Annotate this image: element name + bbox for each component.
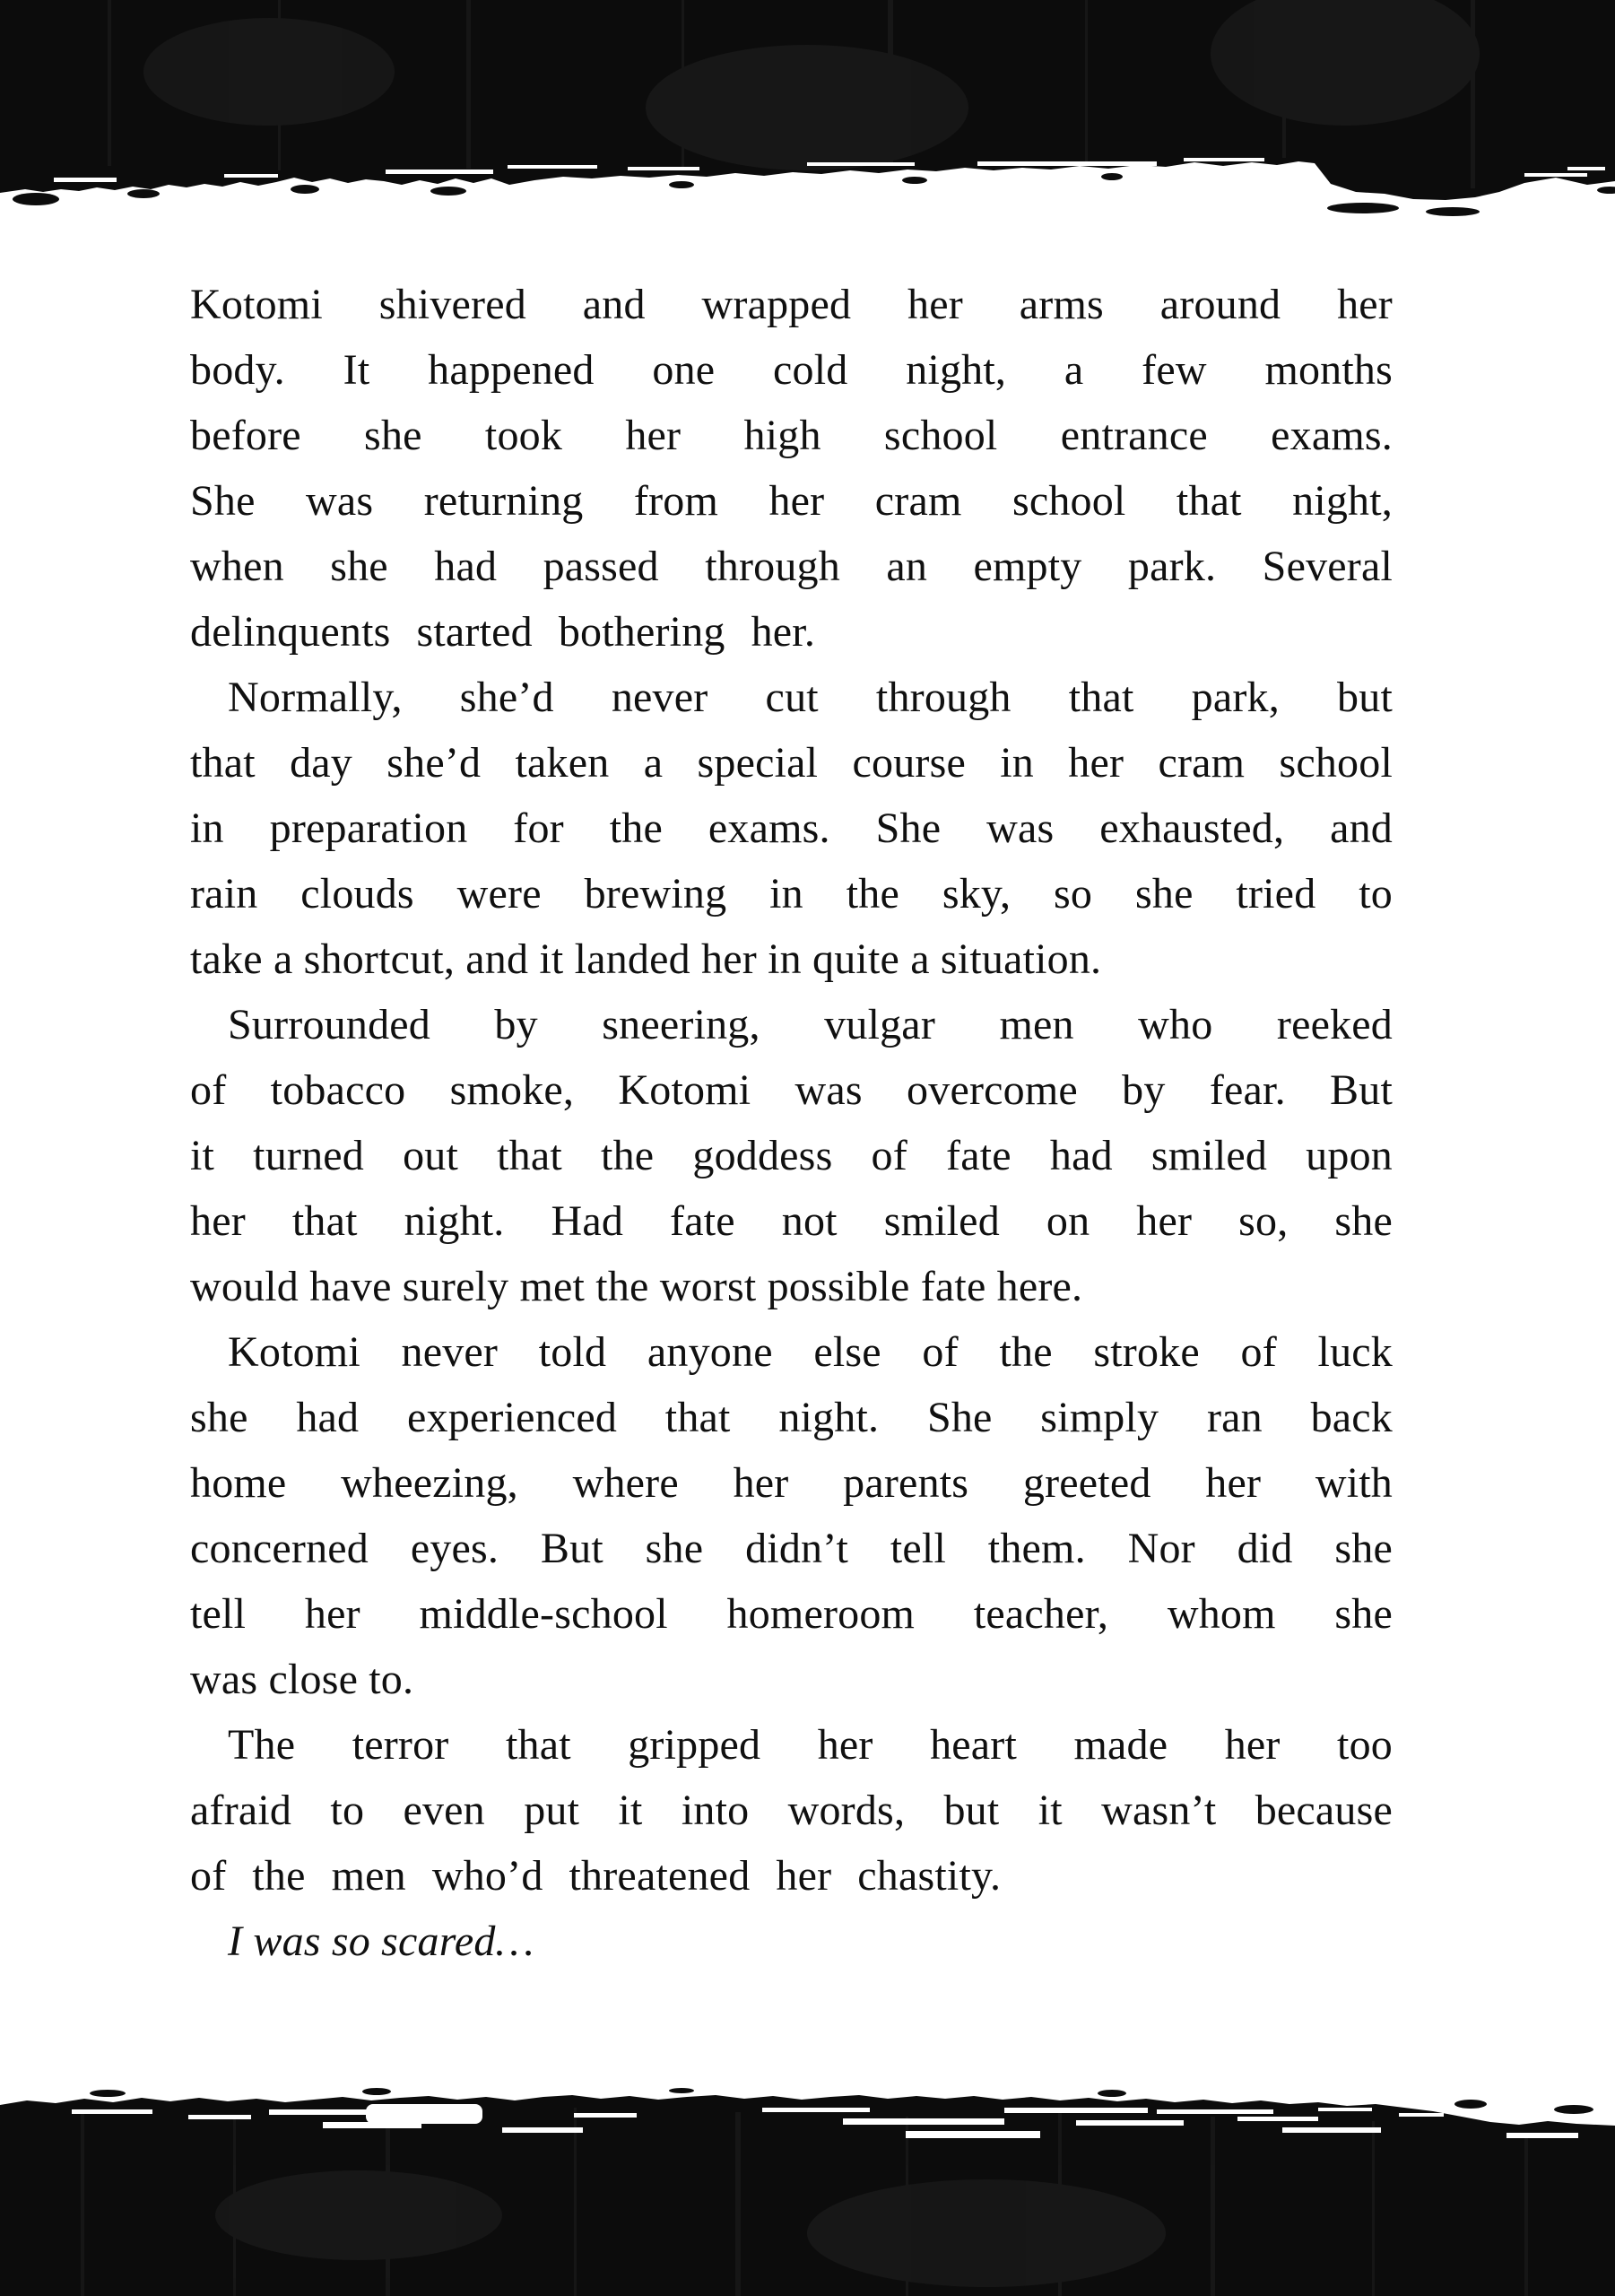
- paragraph-1: [190, 272, 1393, 665]
- text-line: her that night. Had fate not smiled on her so, she: [190, 1197, 1393, 1245]
- text-line: would have surely met the worst possible fate here.: [190, 1263, 1083, 1310]
- text-line: She was returning from her cram school that night,: [190, 477, 1393, 525]
- text-line: tell her middle-school homeroom teacher, whom she: [190, 1590, 1393, 1638]
- paragraph-2: [190, 665, 1393, 992]
- text-line: afraid to even put it into words, but it wasn’t because: [190, 1787, 1393, 1834]
- text-line: I was so scared…: [228, 1918, 534, 1965]
- top-white-streaks: [54, 158, 1605, 182]
- paragraph-6-inner-thought: [190, 1909, 1393, 1974]
- text-line: before she took her high school entrance exams.: [190, 412, 1393, 459]
- text-line: of tobacco smoke, Kotomi was overcome by fear. But: [190, 1066, 1393, 1114]
- paragraph-4: [190, 1319, 1393, 1712]
- text-line: Surrounded by sneering, vulgar men who reeked: [228, 1001, 1393, 1048]
- text-line: take a shortcut, and it landed her in quite a situation.: [190, 935, 1102, 983]
- text-line: delinquents started bothering her.: [190, 608, 816, 656]
- text-line: Kotomi never told anyone else of the stroke of luck: [228, 1328, 1393, 1376]
- text-line: it turned out that the goddess of fate had smiled upon: [190, 1132, 1393, 1179]
- paragraph-5: [190, 1712, 1393, 1909]
- text-line: Normally, she’d never cut through that park, but: [228, 674, 1393, 721]
- paragraph-3: [190, 992, 1393, 1319]
- bottom-grunge-band: [0, 2095, 1615, 2296]
- text-line: Kotomi shivered and wrapped her arms around her: [190, 281, 1393, 328]
- text-line: was close to.: [190, 1656, 414, 1703]
- bottom-ink-fragments: [90, 2088, 1593, 2114]
- text-line: of the men who’d threatened her chastity.: [190, 1852, 1002, 1900]
- top-ink-fragments: [13, 173, 1615, 216]
- bottom-white-streaks: [72, 2104, 1578, 2138]
- text-line: The terror that gripped her heart made her too: [228, 1721, 1393, 1769]
- text-line: home wheezing, where her parents greeted her with: [190, 1459, 1393, 1507]
- page-text: [190, 272, 1393, 1974]
- text-line: she had experienced that night. She simply ran back: [190, 1394, 1393, 1441]
- text-line: when she had passed through an empty park. Several: [190, 543, 1393, 590]
- top-grunge-band: [0, 0, 1615, 200]
- text-line: concerned eyes. But she didn’t tell them. Nor did she: [190, 1525, 1393, 1572]
- text-line: that day she’d taken a special course in her cram school: [190, 739, 1393, 787]
- text-line: body. It happened one cold night, a few months: [190, 346, 1393, 394]
- text-line: rain clouds were brewing in the sky, so she tried to: [190, 870, 1393, 918]
- text-line: in preparation for the exams. She was exhausted, and: [190, 804, 1393, 852]
